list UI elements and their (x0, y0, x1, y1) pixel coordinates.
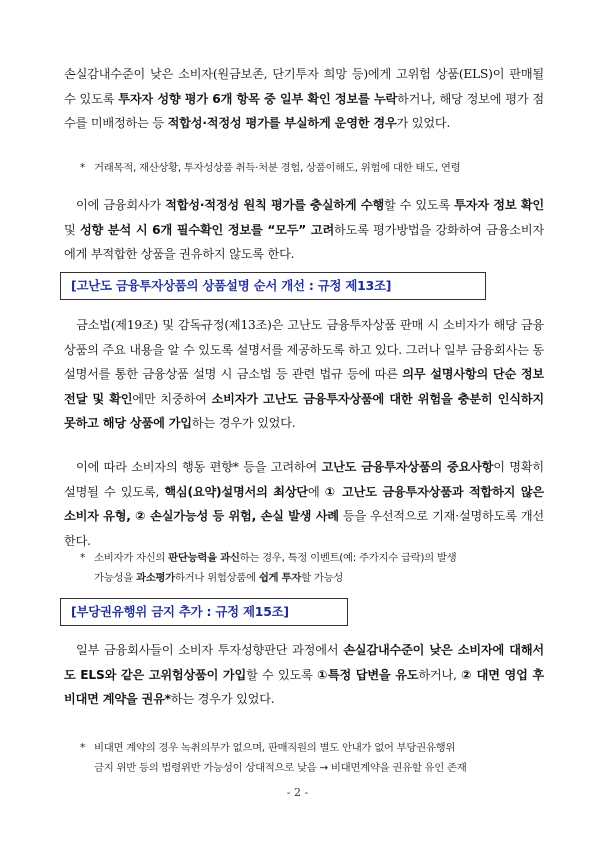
bold-text-run: 손실감내수준이 낮은 소비자에 대해서도 ELS와 같은 고위험상품이 가입 (64, 643, 544, 682)
bold-text-run: 적합성·적정성 평가를 부실하게 운영한 경우 (167, 116, 397, 131)
bold-text-run: ① 고난도 금융투자상품과 적합하지 않은 소비자 유형, ② 손실가능성 등 위험, 손실 발생 사례 (64, 484, 544, 524)
bold-text-run: 성향 분석 시 6개 필수확인 정보를 “모두” 고려 (79, 222, 335, 237)
text-run: 하도록 평가방법을 강화하여 금융소비자에게 부적합한 상품을 권유하지 않도록 한다. (64, 222, 545, 262)
footnote-bold: 쉽게 투자 (258, 572, 302, 584)
bold-text-run: 고난도 금융투자상품의 중요사항 (321, 460, 494, 474)
footnote-behavioral-bias (80, 548, 550, 588)
text-run: 에만 치중하여 (132, 391, 212, 406)
footnote-mark: * (80, 162, 85, 174)
text-run: 이에 따라 소비자의 행동 편향* 등을 고려하여 (76, 460, 322, 474)
page-number: - 2 - (286, 786, 309, 799)
text-run: 이에 금융회사가 (76, 198, 166, 212)
footnote-continuation (80, 568, 550, 588)
text-run: 금소법(제19조) 및 감독규정(제13조)은 고난도 금융투자상품 판매 시 소비자가 해당 금융상품의 주요 내용을 알 수 있도록 설명서를 제공하도록 하고 있다. 그러나 일부 금융회사는 동 설명서를 통한 금융상품 설명 시 금소법 등 관련 법규 등에 따른 (64, 318, 544, 382)
text-run: 하거나, 해당 정보에 평가 점수를 미배정하는 등 (64, 91, 544, 131)
footnote-text: 하거나 위험상품에 (174, 572, 259, 584)
text-run: 에 (308, 484, 325, 499)
paragraph-suitability-issue (64, 62, 544, 136)
footnote-text: 하는 경우, 특정 이벤트(예: 주가지수 급락)의 발생 (239, 552, 457, 564)
bold-text-run: 핵심(요약)설명서의 최상단 (164, 484, 308, 499)
text-run: 하는 경우가 있었다. (191, 416, 296, 431)
text-run: 하는 경우가 있었다. (170, 692, 275, 707)
footnote-non-face-to-face (80, 738, 550, 778)
footnote-bold: 판단능력을 과신 (168, 552, 240, 564)
section-heading-product-explanation: [고난도 금융투자상품의 상품설명 순서 개선 : 규정 제13조] (60, 272, 486, 300)
bold-text-run: ①특정 답변을 유도 (317, 667, 419, 682)
footnote-text: 거래목적, 재산상황, 투자성상품 취득·처분 경험, 상품이해도, 위험에 대한 태도, 연령 (94, 162, 461, 174)
paragraph-explanation-fix (64, 455, 544, 553)
bold-text-run: 투자자 정보 확인 (454, 198, 544, 212)
text-run: 손실감내수준이 낮은 소비자(원금보존, 단기투자 희망 등)에게 고위험 상품(ELS)이 판매될 수 있도록 (64, 67, 544, 106)
footnote-text: 비대면 계약의 경우 녹취의무가 없으며, 판매직원의 별도 안내가 없어 부당권유행위 (94, 742, 456, 754)
text-run: 할 수 있도록 (384, 198, 455, 212)
bold-text-run: 의무 설명사항의 단순 정보전달 및 확인 (64, 367, 545, 406)
footnote-continuation: 금지 위반 등의 법령위반 가능성이 상대적으로 낮음 → 비대면계약을 권유할 유인 존재 (94, 762, 467, 774)
section-heading-unfair-solicitation: [부당권유행위 금지 추가 : 규정 제15조] (60, 598, 348, 626)
text-run: 일부 금융회사들이 소비자 투자성향판단 과정에서 (76, 643, 344, 657)
text-run: 및 (64, 222, 80, 237)
bold-text-run: 소비자가 고난도 금융투자상품에 대한 위험을 충분히 인식하지 못하고 해당 상품에 가입 (64, 391, 544, 431)
text-run: 가 있었다. (396, 116, 451, 131)
footnote-text: 소비자가 자신의 (94, 552, 169, 564)
paragraph-unfair-solicitation (64, 638, 544, 712)
footnote-text: 할 가능성 (301, 572, 344, 584)
text-run: 등을 우선적으로 기재·설명하도록 개선한다. (64, 509, 544, 548)
footnote-mark: * (80, 742, 85, 754)
paragraph-explanation-issue (64, 313, 544, 436)
footnote-text: 가능성을 (94, 572, 136, 584)
text-run: 이 명확히 설명될 수 있도록, (64, 460, 544, 499)
bold-text-run: 적합성·적정성 원칙 평가를 충실하게 수행 (165, 198, 385, 212)
text-run: 하거나, (418, 667, 462, 682)
text-run: 할 수 있도록 (246, 667, 318, 682)
paragraph-suitability-fix (64, 193, 544, 267)
footnote-mark: * (80, 552, 85, 564)
bold-text-run: 투자자 성향 평가 6개 항목 중 일부 확인 정보를 누락 (118, 91, 398, 106)
footnote-bold: 과소평가 (135, 572, 175, 584)
bold-text-run: ② 대면 영업 후 비대면 계약을 권유* (64, 667, 545, 707)
footnote-evaluation-items (80, 158, 550, 178)
